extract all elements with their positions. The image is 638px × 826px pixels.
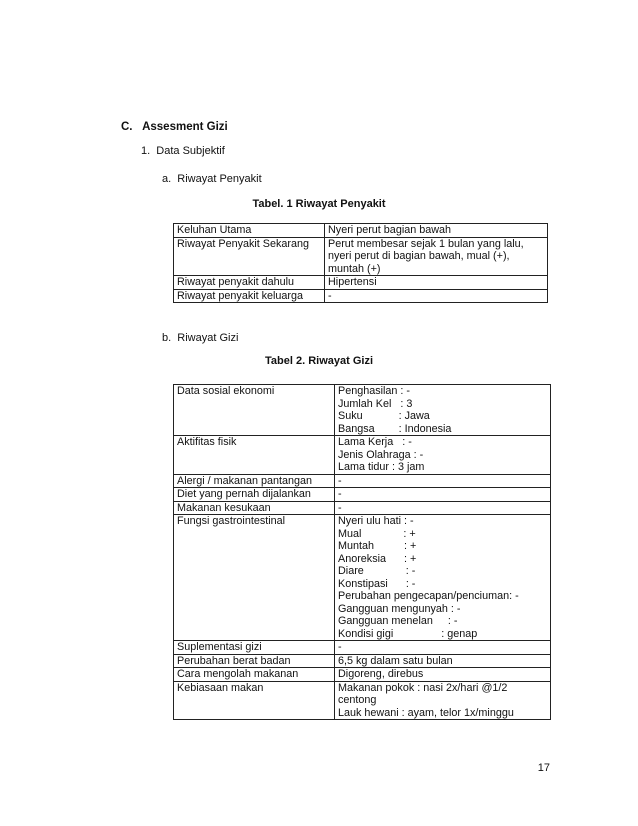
row-value bbox=[335, 474, 551, 488]
row-value bbox=[335, 681, 551, 720]
row-label: Perubahan berat badan bbox=[174, 654, 335, 668]
table-row bbox=[174, 501, 551, 515]
value-line: Diare : - bbox=[338, 565, 416, 577]
value-line: muntah (+) bbox=[328, 262, 381, 275]
value-line: Bangsa : Indonesia bbox=[338, 422, 452, 435]
row-label: Riwayat penyakit keluarga bbox=[174, 289, 325, 303]
table-row bbox=[174, 515, 551, 641]
value-line: Makanan pokok : nasi 2x/hari @1/2 bbox=[338, 681, 508, 694]
row-value bbox=[325, 276, 548, 290]
row-value bbox=[335, 641, 551, 655]
value-line: Nyeri ulu hati : - bbox=[338, 515, 414, 527]
table-row bbox=[174, 654, 551, 668]
table-row bbox=[174, 668, 551, 682]
value-line: Nyeri perut bagian bawah bbox=[328, 224, 452, 236]
value-line: Lauk hewani : ayam, telor 1x/minggu bbox=[338, 706, 514, 719]
row-value bbox=[335, 668, 551, 682]
table-row bbox=[174, 641, 551, 655]
row-label: Keluhan Utama bbox=[174, 224, 325, 238]
value-line: Konstipasi : - bbox=[338, 577, 416, 590]
row-label: Makanan kesukaan bbox=[174, 501, 335, 515]
value-line: Digoreng, direbus bbox=[338, 668, 424, 680]
table2-caption: Tabel 2. Riwayat Gizi bbox=[265, 355, 373, 367]
row-value bbox=[335, 385, 551, 436]
value-line: Gangguan mengunyah : - bbox=[338, 602, 461, 615]
row-value bbox=[325, 237, 548, 276]
row-label: Fungsi gastrointestinal bbox=[174, 515, 335, 641]
row-label: Aktifitas fisik bbox=[174, 436, 335, 475]
table-row bbox=[174, 224, 548, 238]
row-value bbox=[335, 501, 551, 515]
value-line: Mual : + bbox=[338, 527, 416, 540]
value-line: Anoreksia : + bbox=[338, 552, 417, 565]
value-line: Penghasilan : - bbox=[338, 385, 411, 397]
table-row bbox=[174, 436, 551, 475]
table-row bbox=[174, 681, 551, 720]
value-line: Hipertensi bbox=[328, 276, 377, 288]
table-row bbox=[174, 276, 548, 290]
table-riwayat-gizi bbox=[173, 384, 551, 720]
value-line: - bbox=[338, 474, 342, 487]
item-riwayat-gizi: b. Riwayat Gizi bbox=[162, 332, 239, 344]
value-line: Lama Kerja : - bbox=[338, 436, 412, 448]
value-line: Perut membesar sejak 1 bulan yang lalu, bbox=[328, 237, 524, 250]
table1-caption: Tabel. 1 Riwayat Penyakit bbox=[252, 198, 386, 210]
value-line: Jumlah Kel : 3 bbox=[338, 397, 413, 410]
row-value bbox=[335, 515, 551, 641]
table-row bbox=[174, 488, 551, 502]
value-line: nyeri perut di bagian bawah, mual (+), bbox=[328, 250, 510, 262]
value-line: 6,5 kg dalam satu bulan bbox=[338, 654, 453, 667]
table-row bbox=[174, 237, 548, 276]
row-label: Riwayat Penyakit Sekarang bbox=[174, 237, 325, 276]
value-line: Jenis Olahraga : - bbox=[338, 448, 424, 461]
value-line: Suku : Jawa bbox=[338, 410, 430, 422]
page-number: 17 bbox=[537, 762, 550, 774]
row-label: Cara mengolah makanan bbox=[174, 668, 335, 682]
row-label: Riwayat penyakit dahulu bbox=[174, 276, 325, 290]
row-value bbox=[335, 436, 551, 475]
section-title: C. Assesment Gizi bbox=[121, 121, 228, 133]
value-line: Kondisi gigi : genap bbox=[338, 627, 478, 640]
value-line: - bbox=[338, 501, 342, 514]
row-label: Alergi / makanan pantangan bbox=[174, 474, 335, 488]
table-row bbox=[174, 289, 548, 303]
row-value bbox=[325, 289, 548, 303]
value-line: - bbox=[338, 641, 342, 653]
value-line: Lama tidur : 3 jam bbox=[338, 461, 425, 473]
table-row bbox=[174, 474, 551, 488]
value-line: Perubahan pengecapan/penciuman: - bbox=[338, 590, 519, 602]
value-line: Gangguan menelan : - bbox=[338, 615, 458, 627]
item-riwayat-penyakit: a. Riwayat Penyakit bbox=[162, 173, 262, 185]
row-value bbox=[325, 224, 548, 238]
value-line: - bbox=[338, 488, 342, 500]
value-line: Muntah : + bbox=[338, 540, 417, 552]
row-label: Diet yang pernah dijalankan bbox=[174, 488, 335, 502]
row-value bbox=[335, 654, 551, 668]
row-label: Kebiasaan makan bbox=[174, 681, 335, 720]
row-label: Data sosial ekonomi bbox=[174, 385, 335, 436]
value-line: - bbox=[328, 289, 332, 302]
value-line: centong bbox=[338, 694, 377, 706]
row-label: Suplementasi gizi bbox=[174, 641, 335, 655]
table-row bbox=[174, 385, 551, 436]
subsection-data-subjektif: 1. Data Subjektif bbox=[141, 145, 225, 157]
table-riwayat-penyakit bbox=[173, 223, 548, 303]
row-value bbox=[335, 488, 551, 502]
